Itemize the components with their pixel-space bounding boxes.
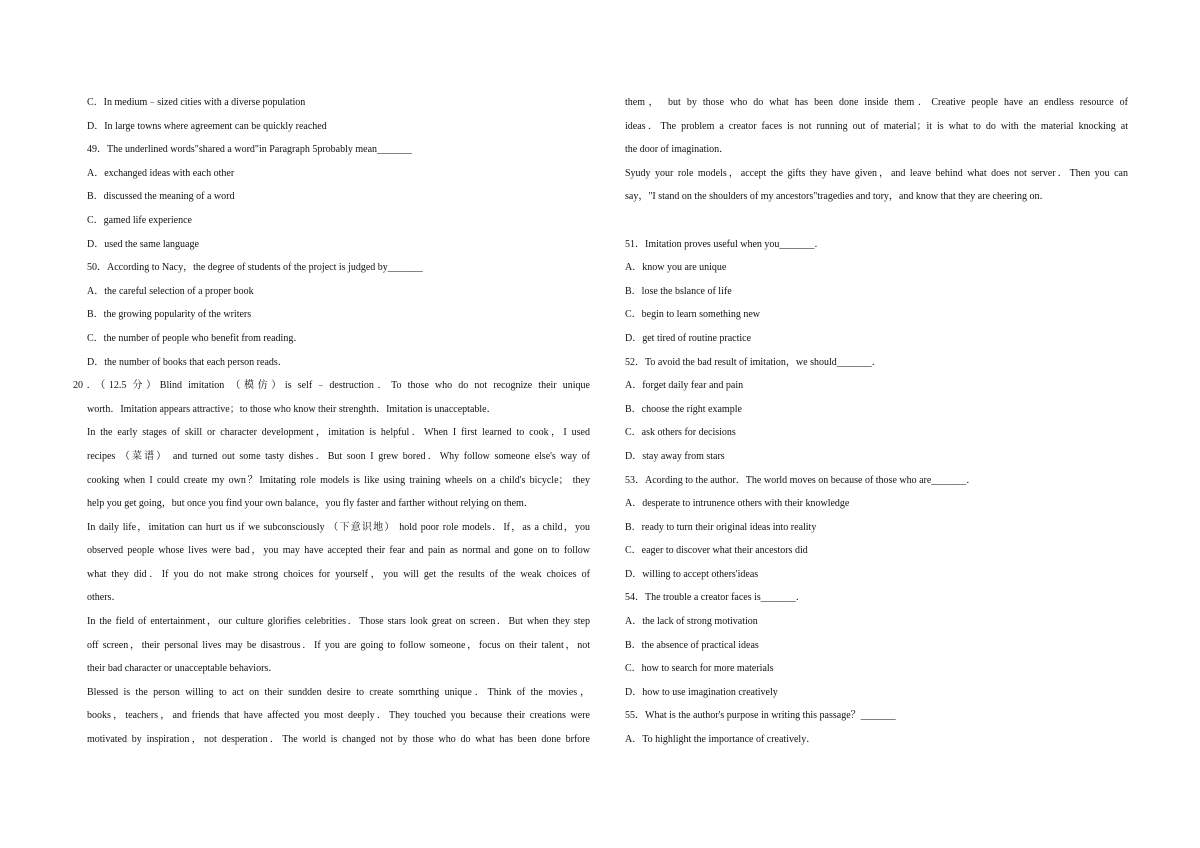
passage-line: recipes （菜谱） and turned out some tasty dishes．But soon I grew bored．Why follow someone else's way of — [87, 450, 590, 462]
passage-line: Syudy your role models，accept the gifts they have given，and leave behind what does not server．Then you can — [625, 167, 1128, 179]
passage-line: Blessed is the person willing to act on their sundden desire to create somrthing unique．Think of the movies， — [87, 686, 590, 698]
q50-option-d: D．the number of books that each person reads． — [87, 356, 288, 368]
passage-line: ideas．The problem a creator faces is not running out of material；it is what to do with the material knocking at — [625, 120, 1128, 132]
passage-line: cooking when I could create my own？Imitating role models is like using training wheels on a child's bicycle； they — [87, 474, 590, 486]
passage-line: others． — [87, 592, 122, 604]
q52-option-d: D．stay away from stars — [625, 450, 725, 462]
passage-line: books，teachers，and friends that have affected you most deeply．They touched you because their creations were — [87, 710, 590, 722]
passage-line: their bad character or unacceptable behaviors． — [87, 663, 279, 675]
passage-line: what they did．If you do not make strong choices for yourself，you will get the results of the weak choices of — [87, 568, 590, 580]
q50-option-c: C．the number of people who benefit from reading． — [87, 332, 304, 344]
q49-option-c: C．gamed life experience — [87, 214, 192, 226]
q54-option-b: B．the absence of practical ideas — [625, 639, 759, 651]
q51-option-b: B．lose the bslance of life — [625, 285, 732, 297]
q53-option-d: D．willing to accept others'ideas — [625, 568, 759, 580]
q52-option-a: A．forget daily fear and pain — [625, 380, 744, 392]
q53-option-a: A．desperate to intrunence others with their knowledge — [625, 498, 850, 510]
passage-line: In the early stages of skill or character development，imitation is helpful．When I first learned to cook，I used — [87, 427, 590, 439]
q51-stem: 51．Imitation proves useful when you_______． — [625, 238, 825, 250]
q49-option-d: D．used the same language — [87, 238, 199, 250]
q52-option-b: B．choose the right example — [625, 403, 742, 415]
q49-stem: 49．The underlined words"shared a word"in Paragraph 5probably mean_______ — [87, 144, 413, 156]
q53-option-c: C．eager to discover what their ancestors did — [625, 545, 808, 557]
right-column — [625, 91, 1128, 752]
passage-line: say，"I stand on the shoulders of my ancestors"tragedies and tory，and know that they are cheering on． — [625, 191, 1050, 203]
passage-line: worth．Imitation appears attractive；to those who know their strenghth．Imitation is unacceptable． — [87, 403, 497, 415]
q51-option-a: A．know you are unique — [625, 262, 727, 274]
q50-stem: 50．According to Nacy，the degree of students of the project is judged by_______ — [87, 262, 423, 274]
q51-option-d: D．get tired of routine practice — [625, 332, 752, 344]
q55-option-a: A．To highlight the importance of creatively． — [625, 734, 817, 746]
passage-line: observed people whose lives were bad，you may have accepted their fear and pain as normal and gone on to follow — [87, 545, 590, 557]
q50-option-b: B．the growing popularity of the writers — [87, 309, 252, 321]
q50-option-a: A．the careful selection of a proper book — [87, 285, 254, 297]
passage-line — [73, 374, 590, 398]
q52-stem: 52．To avoid the bad result of imitation，we should_______． — [625, 356, 882, 368]
blank-line — [625, 209, 1128, 233]
q54-option-a: A．the lack of strong motivation — [625, 616, 758, 628]
passage-line: help you get going，but once you find your own balance，you fly faster and farther without relying on them． — [87, 498, 534, 510]
q55-stem: 55．What is the author's purpose in writing this passage？_______ — [625, 710, 896, 722]
q54-option-d: D．how to use imagination creatively — [625, 686, 778, 698]
q53-option-b: B．ready to turn their original ideas into reality — [625, 521, 817, 533]
passage-line: the door of imagination． — [625, 144, 730, 156]
q52-option-c: C．ask others for decisions — [625, 427, 736, 439]
passage-text: Blind imitation （模仿）is self﹣destruction．To those who do not recognize their unique — [159, 380, 590, 392]
q48-option-d: D．In large towns where agreement can be quickly reached — [87, 120, 327, 132]
q49-option-a: A．exchanged ideas with each other — [87, 167, 235, 179]
q53-stem: 53．Acording to the author．The world moves on because of those who are_______． — [625, 474, 977, 486]
q51-option-c: C．begin to learn something new — [625, 309, 760, 321]
passage-line: them， but by those who do what has been done inside them．Creative people have an endless resource of — [625, 97, 1128, 108]
passage-line: off screen，their personal lives may be disastrous．If you are going to follow someone，focus on their talent，not — [87, 639, 590, 651]
q54-stem: 54．The trouble a creator faces is_______． — [625, 592, 806, 604]
q48-option-c: C．In medium﹣sized cities with a diverse population — [87, 97, 306, 108]
passage-line: motivated by inspiration，not desperation．The world is changed not by those who do what has been done brfore — [87, 734, 590, 746]
passage-line: In the field of entertainment，our culture glorifies celebrities．Those stars look great on screen．But when they step — [87, 616, 590, 628]
q54-option-c: C．how to search for more materials — [625, 663, 774, 675]
q49-option-b: B．discussed the meaning of a word — [87, 191, 235, 203]
section-number: 20．（12.5 分） — [73, 380, 160, 392]
passage-line: In daily life，imitation can hurt us if we subconsciously （下意识地） hold poor role models．If，as a child，you — [87, 521, 590, 533]
left-column — [73, 91, 590, 752]
